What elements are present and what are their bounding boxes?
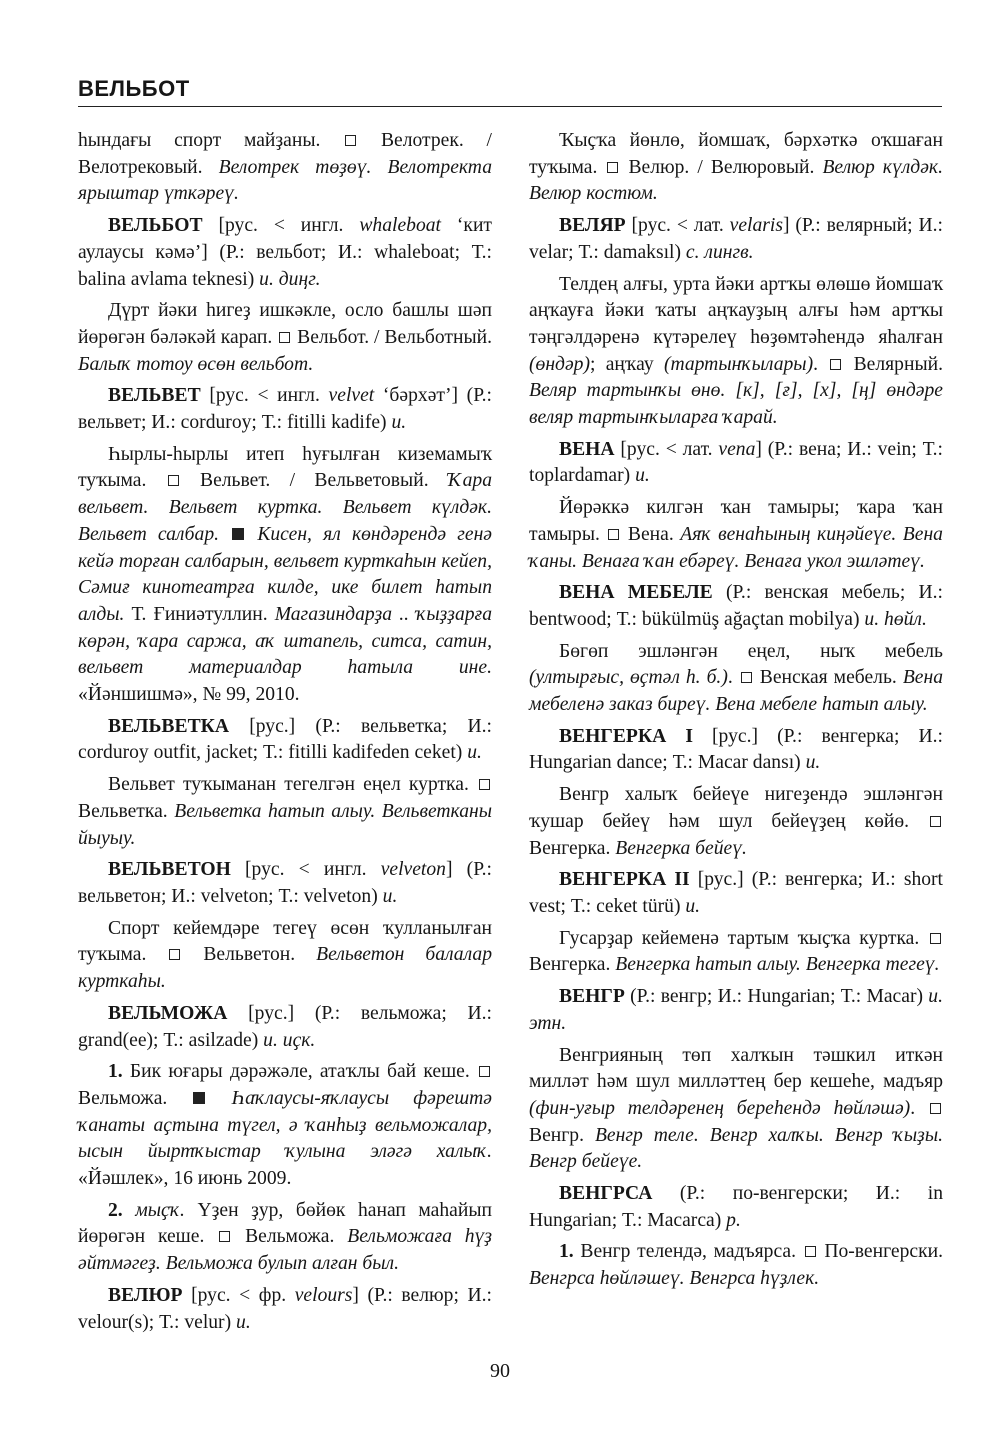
headword: ВЕЛЬБОТ xyxy=(108,215,203,237)
italic-text: мыҫҡ. xyxy=(135,1199,185,1221)
italic-text: и. һөйл. xyxy=(864,608,927,630)
italic-text: Веляр тартынҡы өнө. [к], [ғ], [х], [ң] өндәре веляр тартынҡыларға ҡарай. xyxy=(529,380,943,429)
text-run: Венгерка. xyxy=(529,954,616,976)
italic-text: Аяҡ венаһының киңәйеүе. Вена ҡаны. Венаға ҡан ебәреү. Венаға укол эшләтеү. xyxy=(529,523,943,572)
equivalent-square-icon xyxy=(930,816,941,827)
text-run: ] (Р.: вена; И.: vein; Т.: toplardamar) xyxy=(529,438,943,487)
italic-text: и. этн. xyxy=(529,986,943,1034)
text-run: Вельможа. xyxy=(78,1087,192,1109)
italic-text: velvet xyxy=(328,385,375,407)
text-run xyxy=(123,1200,136,1221)
definition-paragraph xyxy=(529,926,943,979)
citation-square-icon xyxy=(232,528,244,540)
dictionary-entry xyxy=(529,437,943,490)
text-run: Вельветон. xyxy=(182,944,317,966)
headword: ВЕНГРСА xyxy=(559,1183,653,1205)
italic-text: и. xyxy=(467,742,482,764)
headword: ВЕНА МЕБЕЛЕ xyxy=(559,582,713,604)
equivalent-square-icon xyxy=(830,359,841,370)
equivalent-square-icon xyxy=(607,162,618,173)
text-run: Гусарҙар кейеменә тартым ҡыҫҡа куртка. xyxy=(559,927,928,949)
headword: ВЕЛЬВЕТОН xyxy=(108,859,231,881)
equivalent-square-icon xyxy=(479,779,490,790)
text-run: Венгр телендә, мадъярса. xyxy=(573,1241,803,1263)
dictionary-entry xyxy=(78,857,492,910)
text-run: (Р.: венская мебель; И.: bentwood; Т.: bükülmüş ağaçtan mobilya) xyxy=(529,582,943,630)
italic-text: Велотрек төҙөү. Велотректа ярыштар үткәреү. xyxy=(78,156,492,205)
running-header xyxy=(78,76,942,107)
left-column xyxy=(78,128,492,1341)
headword: ВЕЛЮР xyxy=(108,1284,183,1306)
equivalent-square-icon xyxy=(930,933,941,944)
definition-paragraph xyxy=(78,916,492,996)
equivalent-square-icon xyxy=(479,1066,490,1077)
italic-text: vena xyxy=(718,438,756,460)
dictionary-entry xyxy=(529,580,943,633)
text-run: Венгр. xyxy=(529,1124,595,1146)
text-run: (Р.: венгр; И.: Hungarian; Т.: Macar) xyxy=(624,986,929,1008)
dictionary-entry xyxy=(78,383,492,436)
text-run: Вельветка. xyxy=(78,800,175,822)
text-run: Венгерка. xyxy=(529,837,616,859)
definition-paragraph xyxy=(529,639,943,719)
text-run: Спорт кейемдәре тегеү өсөн ҡулланылған туҡыма. xyxy=(78,917,492,966)
italic-text: Венгрса һөйләшеү. Венгрса һүҙлек. xyxy=(529,1268,820,1290)
text-run: Бик юғары дәрәжәле, атаҡлы бай кеше. xyxy=(122,1061,477,1083)
text-run: . xyxy=(727,667,739,689)
text-run: Һырлы-һырлы итеп һуғылған киземамыҡ туҡыма. xyxy=(78,443,492,492)
definition-paragraph xyxy=(529,1239,943,1292)
headword: 1. xyxy=(108,1061,123,1083)
text-run: (Р.: по-венгерски; И.: in Hungarian; Т.: Macarca) xyxy=(529,1183,943,1231)
italic-text: velveton xyxy=(380,859,446,881)
text-run: [рус. < ингл. xyxy=(230,859,381,881)
headword: ВЕНГЕРКА II xyxy=(559,869,690,891)
text-run: ] (Р.: велярный; И.: velar; Т.: damaksıl) xyxy=(529,215,943,263)
text-run: Велюр. / Велюровый. xyxy=(620,156,823,178)
text-run: Велотрек. / Велотрековый. xyxy=(78,130,492,178)
italic-text: (ултырғыс, өҫтәл һ. б.) xyxy=(529,667,728,689)
text-run: ; аңҡау xyxy=(589,353,664,375)
italic-text: (өндәр) xyxy=(529,353,590,375)
text-run: [рус. < лат. xyxy=(625,215,730,237)
text-run: Вельвет туҡыманан тегелгән еңел куртка. xyxy=(108,774,477,796)
italic-text: Вельветон балалар курткаһы. xyxy=(78,944,492,993)
header-title: ВЕЛЬБОТ xyxy=(78,76,190,101)
text-run: «Йәншишмә», № 99, 2010. xyxy=(78,684,300,706)
italic-text: Венгерка бейеү. xyxy=(615,837,747,859)
text-run: [рус. < лат. xyxy=(614,438,719,460)
dictionary-entry xyxy=(529,867,943,920)
italic-text: и. xyxy=(391,412,407,434)
equivalent-square-icon xyxy=(219,1231,230,1242)
text-run: Йөрәккә килгән ҡан тамыры; ҡара ҡан тамыры. xyxy=(529,497,943,545)
italic-text: и. иҫк. xyxy=(263,1029,316,1051)
headword: ВЕНГР xyxy=(559,986,625,1008)
dictionary-entry xyxy=(529,724,943,777)
headword: ВЕЛЬВЕТКА xyxy=(108,715,229,737)
text-run: Венская мебель. xyxy=(753,667,903,689)
text-run: [рус.] (Р.: вельветка; И.: corduroy outfit, jacket; Т.: fitilli kadifeden ceket) xyxy=(78,715,492,764)
italic-text: и. xyxy=(635,465,650,487)
text-run: . xyxy=(813,353,829,375)
text-run: Телдең алғы, урта йәки артҡы өлөшө йомшаҡ аңҡауға йәки ҡаты аңҡауҙың алғы һәм артҡы тәңгәлдәренә күтәрелеү һөҙөмтәһендә яһалған xyxy=(529,273,943,348)
italic-text: р. xyxy=(726,1209,741,1231)
text-run: Ҡыҫҡа йөнлө, йомшаҡ, бәрхәткә оҡшаған туҡыма. xyxy=(529,130,943,178)
definition-paragraph xyxy=(529,272,943,432)
italic-text: и. xyxy=(382,885,398,907)
dictionary-entry xyxy=(78,714,492,767)
text-run: ‘кит аулаусы кәмә’] (Р.: вельбот; И.: whaleboat; Т.: balina avlama teknesi) xyxy=(78,215,492,290)
headword: ВЕЛЬМОЖА xyxy=(108,1002,228,1024)
dictionary-entry xyxy=(529,984,943,1037)
text-run: Бөгөп эшләнгән еңел, ныҡ мебель xyxy=(559,640,943,662)
definition-paragraph xyxy=(78,128,492,208)
text-run: Үҙен ҙур, бөйөк һанап маһайып йөрөгән кеше. xyxy=(78,1199,493,1248)
equivalent-square-icon xyxy=(805,1246,816,1257)
definition-paragraph xyxy=(78,1198,492,1278)
text-run: [рус.] (Р.: венгерка; И.: Hungarian dance; Т.: Macar dansı) xyxy=(529,725,943,774)
italic-text: (тартынҡылары) xyxy=(663,353,814,375)
italic-text: velaris xyxy=(729,215,783,237)
equivalent-square-icon xyxy=(279,332,290,343)
header-rule xyxy=(78,106,942,107)
equivalent-square-icon xyxy=(169,949,180,960)
equivalent-square-icon xyxy=(608,529,619,540)
italic-text: Вена мебеленә заказ биреү. Вена мебеле һатып алыу. xyxy=(529,667,943,716)
headword: ВЕЛЯР xyxy=(559,215,626,237)
citation-square-icon xyxy=(193,1092,205,1104)
italic-text: с. лингв. xyxy=(685,241,754,263)
text-run: hындағы спорт майҙаны. xyxy=(78,130,344,151)
headword: ВЕЛЬВЕТ xyxy=(108,385,201,407)
text-run: По-венгерски. xyxy=(817,1241,943,1263)
headword: ВЕНА xyxy=(559,438,615,460)
definition-paragraph xyxy=(529,495,943,575)
text-run: [рус. < ингл. xyxy=(200,385,329,407)
text-run: Вельбот. / Вельботный. xyxy=(292,326,492,348)
italic-text: Вельможаға һүҙ әйтмәгеҙ. Вельможа булып алған был. xyxy=(78,1226,492,1275)
text-run: ] (Р.: велюр; И.: velour(s); Т.: velur) xyxy=(78,1284,492,1333)
italic-text: и. xyxy=(805,752,821,774)
italic-text: Ҡара вельвет. Вельвет куртка. Вельвет күлдәк. Вельвет салбар. xyxy=(78,470,492,545)
text-run: [рус.] (Р.: венгерка; И.: short vest; Т.: ceket türü) xyxy=(529,869,944,917)
dictionary-entry xyxy=(78,1001,492,1054)
dictionary-entry xyxy=(529,213,943,266)
headword: 2. xyxy=(108,1199,123,1221)
equivalent-square-icon xyxy=(168,475,179,486)
italic-text: whaleboat xyxy=(359,215,441,237)
text-run: Т. Ғиниәтуллин. xyxy=(124,603,275,625)
definition-paragraph xyxy=(529,782,943,862)
italic-text: Магазиндарҙа .. ҡыҙҙарға көрән, ҡара саржа, аҡ штапель, ситса, сатин, вельвет материалдар һатыла ине. xyxy=(78,603,492,679)
text-run: [рус. < фр. xyxy=(182,1284,295,1306)
dictionary-entry xyxy=(78,1283,492,1336)
headword: 1. xyxy=(559,1241,574,1263)
text-run: Вена. xyxy=(621,523,681,545)
text-run: «Йәшлек», 16 июнь 2009. xyxy=(78,1168,292,1190)
text-run: Венгрияның төп халҡын тәшкил иткән милләт һәм шул милләттең бер кешеһе, мадъяр xyxy=(529,1044,943,1093)
text-run: [рус.] (Р.: вельможа; И.: grand(ee); Т.: asilzade) xyxy=(78,1002,492,1051)
dictionary-entry xyxy=(529,1181,943,1234)
italic-text: Венгр теле. Венгр халҡы. Венгр ҡыҙы. Венгр бейеүе. xyxy=(529,1124,943,1173)
text-run: ] (Р.: вельветон; И.: velveton; Т.: velveton) xyxy=(78,859,492,907)
page-number: 90 xyxy=(490,1360,510,1382)
headword: ВЕНГЕРКА I xyxy=(559,725,693,747)
equivalent-square-icon xyxy=(345,135,356,146)
equivalent-square-icon xyxy=(930,1103,941,1114)
text-run: ‘бәрхәт’] (Р.: вельвет; И.: corduroy; Т.: fitilli kadife) xyxy=(78,385,492,434)
text-run: Велярный. xyxy=(843,353,943,375)
definition-paragraph xyxy=(78,1059,492,1193)
right-column xyxy=(529,128,943,1298)
definition-paragraph xyxy=(78,772,492,852)
text-run: Вельможа. xyxy=(232,1226,348,1248)
dictionary-entry xyxy=(78,213,492,293)
text-run: Венгр халыҡ бейеүе нигеҙендә эшләнгән ҡушар бейеү һәм шул бейеүҙең көйө. xyxy=(529,784,943,832)
italic-text: Һаҡлаусы-яҡлаусы фәрештә ҡанаты аҫтына түгел, ә ҡанһыҙ вельможалар, ысын йыртҡыстар ҡулына эләгә халыҡ. xyxy=(78,1087,492,1163)
text-run: [рус. < ингл. xyxy=(202,215,360,237)
italic-text: и. диңг. xyxy=(259,268,321,290)
italic-text: (фин-уғыр телдәренең береһендә һөйләшә) xyxy=(529,1097,911,1119)
italic-text: Вельветка һатып алыу. Вельветканы йыуыу. xyxy=(78,800,492,849)
text-run: Дүрт йәки һигеҙ ишкәкле, осло башлы шәп йөрөгән бәләкәй карап. xyxy=(78,300,492,348)
italic-text: velours xyxy=(294,1284,353,1306)
definition-paragraph xyxy=(529,1043,943,1177)
equivalent-square-icon xyxy=(741,672,752,683)
italic-text: Кисен, ял көндәрендә генә кейә торған салбарын, вельвет курткаһын кейеп, Сәмиғ кинотеатрға килде, ике билет һатып алды. xyxy=(78,523,492,625)
italic-text: Венгерка һатып алыу. Венгерка тегеү. xyxy=(615,954,940,976)
definition-paragraph xyxy=(529,128,943,208)
italic-text: и. xyxy=(685,895,701,917)
italic-text: Велюр күлдәк. Велюр костюм. xyxy=(529,156,943,205)
text-run: Вельвет. / Вельветовый. xyxy=(180,470,448,492)
text-run: . xyxy=(910,1097,929,1119)
definition-paragraph xyxy=(78,298,492,378)
definition-paragraph xyxy=(78,442,492,709)
italic-text: Балыҡ тотоу өсөн вельбот. xyxy=(78,353,314,375)
italic-text: и. xyxy=(236,1311,251,1333)
